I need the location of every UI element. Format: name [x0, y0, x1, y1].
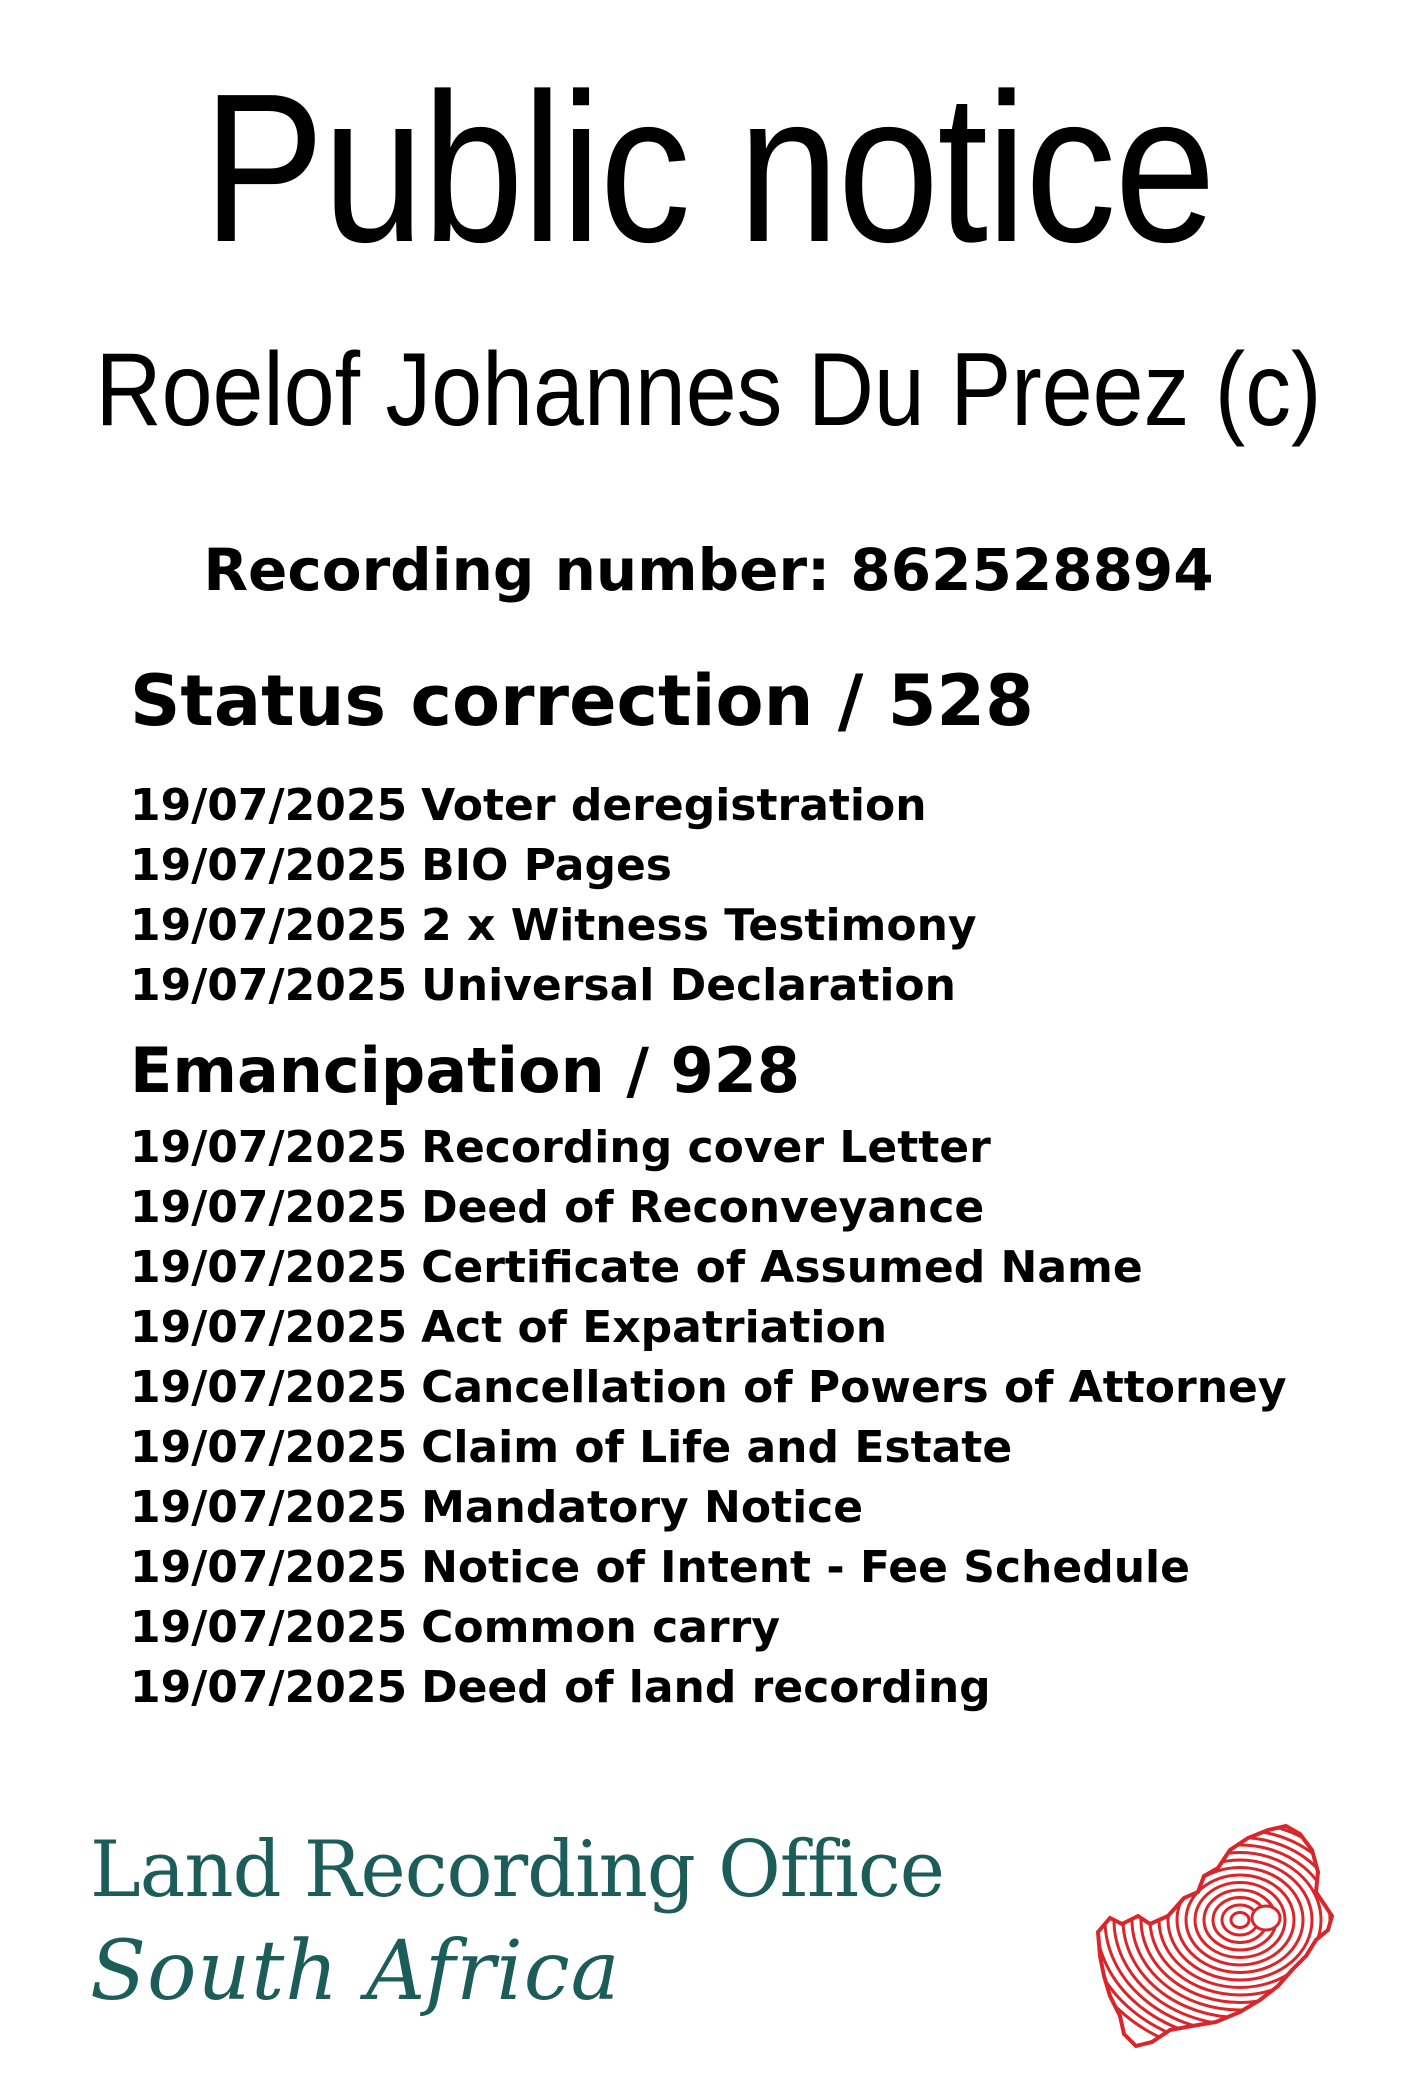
list-item: [130, 1418, 1287, 1478]
item-label: Deed of Reconveyance: [421, 1182, 985, 1233]
list-item: [130, 836, 977, 896]
item-label: Claim of Life and Estate: [421, 1422, 1013, 1473]
item-label: Mandatory Notice: [421, 1482, 864, 1533]
item-date: 19/07/2025: [130, 1182, 408, 1233]
office-logo-text: [90, 1820, 961, 2024]
office-country: South Africa: [90, 1924, 621, 2019]
item-date: 19/07/2025: [130, 960, 408, 1011]
office-name: Land Recording Office: [90, 1825, 944, 1915]
list-item: [130, 1298, 1287, 1358]
status-correction-list: [130, 776, 977, 1016]
item-date: 19/07/2025: [130, 900, 408, 951]
list-item: [130, 1658, 1287, 1718]
list-item: [130, 896, 977, 956]
list-item: [130, 1178, 1287, 1238]
item-label: Cancellation of Powers of Attorney: [421, 1362, 1287, 1413]
item-date: 19/07/2025: [130, 1542, 408, 1593]
item-label: Recording cover Letter: [421, 1122, 991, 1173]
item-date: 19/07/2025: [130, 1602, 408, 1653]
item-label: Universal Declaration: [421, 960, 956, 1011]
item-date: 19/07/2025: [130, 1302, 408, 1353]
emancipation-list: [130, 1118, 1287, 1718]
item-date: 19/07/2025: [130, 1362, 408, 1413]
fingerprint-ring: [1168, 1860, 1312, 1980]
fingerprint-ring: [1231, 1913, 1249, 1928]
south-africa-fingerprint-map-icon: [1080, 1820, 1350, 2060]
item-label: Deed of land recording: [421, 1662, 991, 1713]
item-label: 2 x Witness Testimony: [421, 900, 977, 951]
item-label: Common carry: [421, 1602, 781, 1653]
list-item: [130, 956, 977, 1016]
list-item: [130, 1538, 1287, 1598]
item-date: 19/07/2025: [130, 780, 408, 831]
person-name: Roelof Johannes Du Preez (c): [95, 332, 1322, 448]
list-item: [130, 1118, 1287, 1178]
list-item: [130, 1478, 1287, 1538]
item-date: 19/07/2025: [130, 1422, 408, 1473]
item-label: Voter deregistration: [421, 780, 927, 831]
fingerprint-ring: [1141, 1838, 1339, 2003]
item-label: BIO Pages: [421, 840, 672, 891]
list-item: [130, 1238, 1287, 1298]
list-item: [130, 776, 977, 836]
item-date: 19/07/2025: [130, 1482, 408, 1533]
recording-number: Recording number: 862528894: [203, 536, 1214, 604]
section-heading-emancipation: Emancipation / 928: [130, 1034, 801, 1107]
item-label: Act of Expatriation: [421, 1302, 888, 1353]
section-heading-status-correction: Status correction / 528: [130, 660, 1034, 742]
item-label: Certificate of Assumed Name: [421, 1242, 1143, 1293]
item-date: 19/07/2025: [130, 840, 408, 891]
list-item: [130, 1358, 1287, 1418]
item-label: Notice of Intent - Fee Schedule: [421, 1542, 1190, 1593]
page-title: Public notice: [202, 49, 1215, 286]
item-date: 19/07/2025: [130, 1242, 408, 1293]
item-date: 19/07/2025: [130, 1122, 408, 1173]
list-item: [130, 1598, 1287, 1658]
item-date: 19/07/2025: [130, 1662, 408, 1713]
